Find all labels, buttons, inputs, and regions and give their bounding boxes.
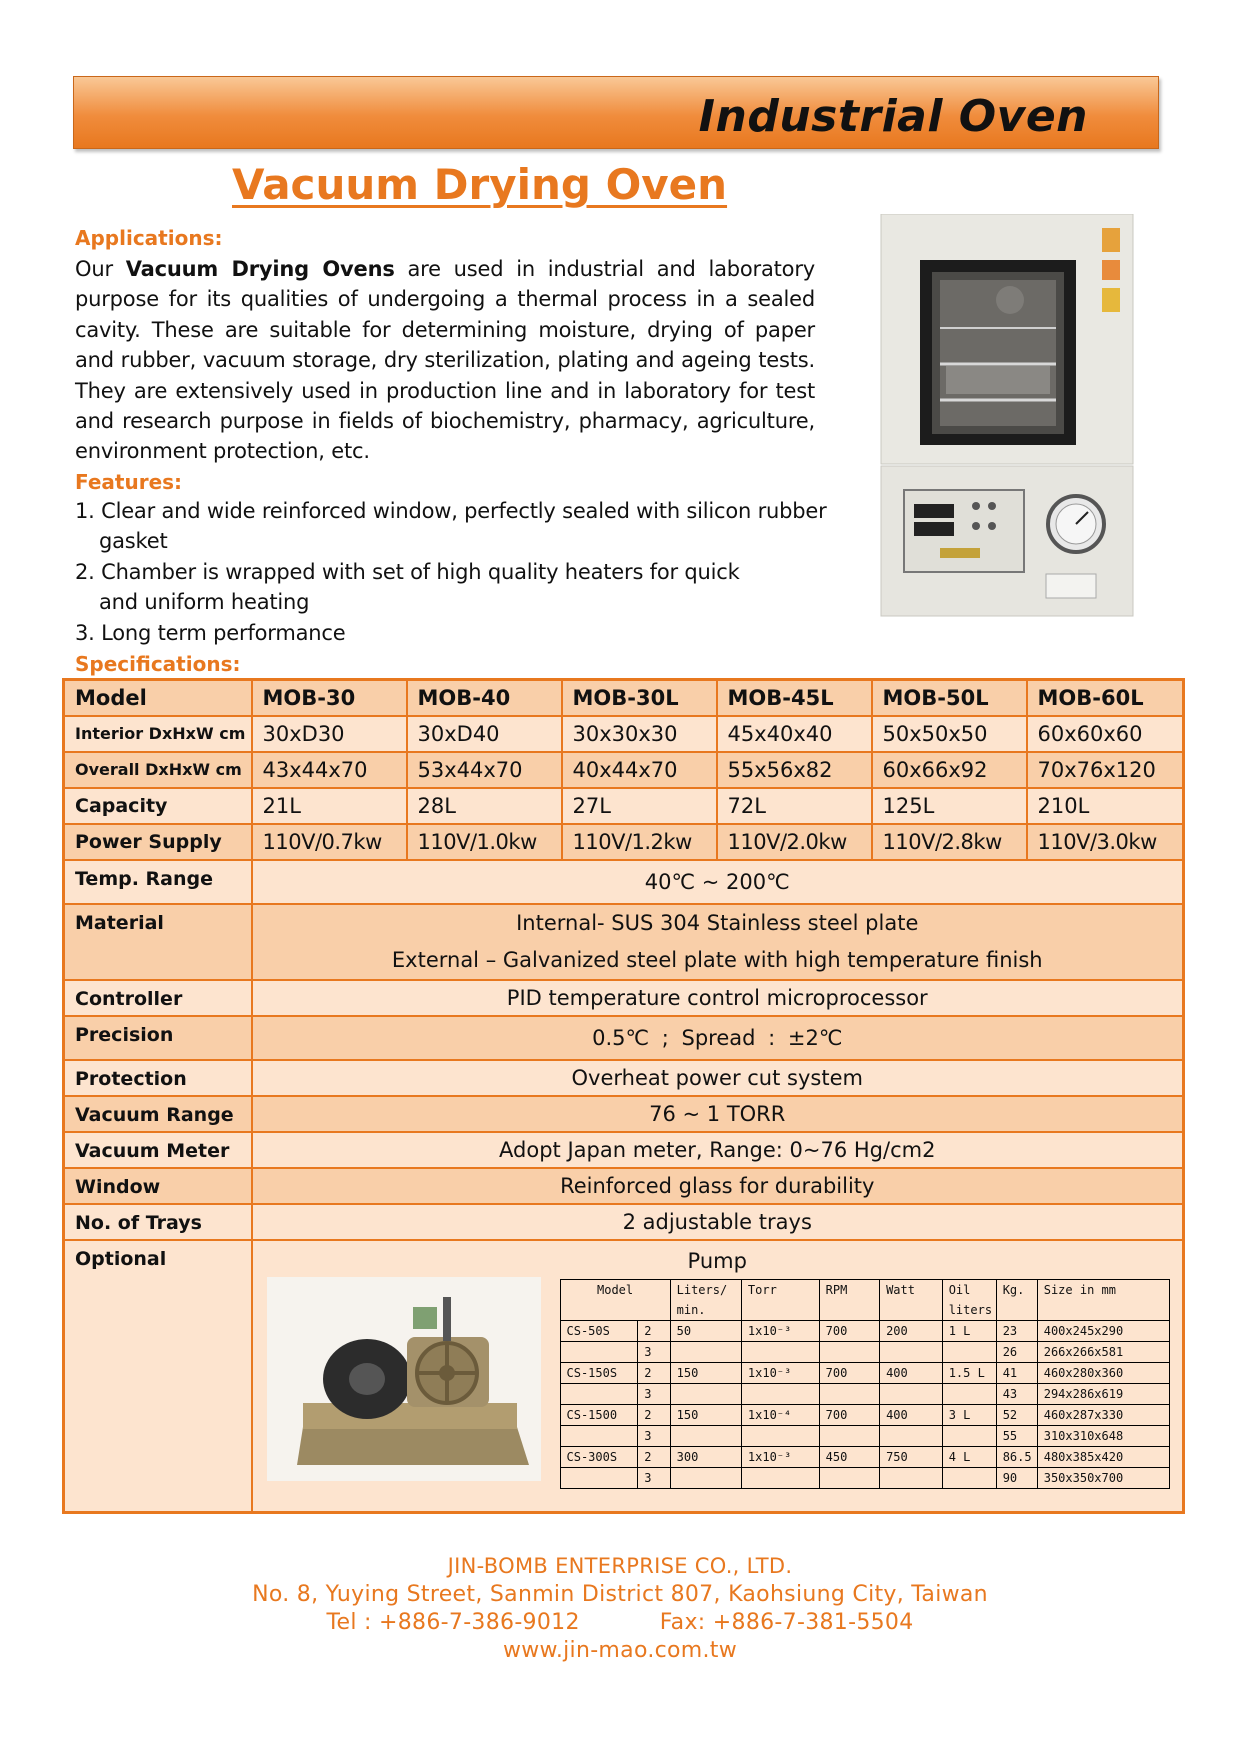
pump-cell <box>670 1425 741 1446</box>
table-cell: Reinforced glass for durability <box>252 1168 1184 1204</box>
pump-cell <box>942 1467 996 1488</box>
header-cell: MOB-50L <box>872 680 1027 716</box>
pump-cell: 700 <box>819 1362 879 1383</box>
pump-cell: 55 <box>996 1425 1037 1446</box>
footer-address: No. 8, Yuying Street, Sanmin District 807, Kaohsiung City, Taiwan <box>252 1582 988 1607</box>
table-cell: 70x76x120 <box>1027 752 1184 788</box>
pump-cell: 460x280x360 <box>1037 1362 1169 1383</box>
row-label: Vacuum Range <box>64 1096 252 1132</box>
pump-header-cell: Model <box>560 1279 670 1320</box>
banner-title: Industrial Oven <box>698 91 1088 142</box>
pump-cell: 1x10⁻³ <box>741 1320 819 1341</box>
header-cell: MOB-30 <box>252 680 407 716</box>
pump-row <box>560 1320 1169 1341</box>
pump-row <box>560 1467 1169 1488</box>
table-cell: 27L <box>562 788 717 824</box>
table-cell: 21L <box>252 788 407 824</box>
table-cell: 45x40x40 <box>717 716 872 752</box>
row-label: Window <box>64 1168 252 1204</box>
footer-website[interactable]: www.jin-mao.com.tw <box>502 1638 738 1663</box>
table-row <box>64 1016 1184 1060</box>
pump-row <box>560 1446 1169 1467</box>
row-label: Protection <box>64 1060 252 1096</box>
pump-cell: 1x10⁻³ <box>741 1446 819 1467</box>
pump-row <box>560 1383 1169 1404</box>
page-title: Vacuum Drying Oven <box>232 160 728 209</box>
pump-row <box>560 1362 1169 1383</box>
table-cell: 30xD40 <box>407 716 562 752</box>
pump-cell: 150 <box>670 1362 741 1383</box>
pump-cell: 3 <box>638 1341 670 1362</box>
table-cell: 40℃ ~ 200℃ <box>252 860 1184 904</box>
row-label: Precision <box>64 1016 252 1060</box>
pump-cell: 400 <box>880 1404 943 1425</box>
pump-cell <box>880 1425 943 1446</box>
header-cell: MOB-40 <box>407 680 562 716</box>
pump-spec-table <box>560 1279 1170 1489</box>
table-cell: 40x44x70 <box>562 752 717 788</box>
pump-cell <box>670 1467 741 1488</box>
table-cell: 55x56x82 <box>717 752 872 788</box>
pump-cell <box>560 1341 638 1362</box>
table-row <box>64 1060 1184 1096</box>
pump-cell: 43 <box>996 1383 1037 1404</box>
table-row <box>64 716 1184 752</box>
applications-text: Our Vacuum Drying Ovens are used in industrial and laboratory purpose for its qualities of undergoing a thermal process in a sealed cavity. These are suitable for determining moisture, drying of paper and rubber, vacuum storage, dry sterilization, plating and ageing tests. They are extensively used in production line and in laboratory for test and research purpose in fields of biochemistry, pharmacy, agriculture, environment protection, etc. <box>75 257 815 464</box>
row-label: Optional <box>64 1240 252 1513</box>
table-cell: 30xD30 <box>252 716 407 752</box>
table-cell: 60x60x60 <box>1027 716 1184 752</box>
table-cell: 110V/3.0kw <box>1027 824 1184 860</box>
pump-cell: 460x287x330 <box>1037 1404 1169 1425</box>
pump-cell: 310x310x648 <box>1037 1425 1169 1446</box>
pump-cell: 300 <box>670 1446 741 1467</box>
feature-item: 1. Clear and wide reinforced window, perfectly sealed with silicon rubber gasket <box>75 499 827 554</box>
table-row <box>64 1096 1184 1132</box>
table-cell: Adopt Japan meter, Range: 0~76 Hg/cm2 <box>252 1132 1184 1168</box>
pump-cell <box>942 1341 996 1362</box>
applications-heading: Applications: <box>75 226 223 250</box>
pump-row <box>560 1404 1169 1425</box>
pump-cell <box>819 1341 879 1362</box>
table-cell: 50x50x50 <box>872 716 1027 752</box>
optional-content <box>253 1241 1183 1511</box>
header-cell: MOB-30L <box>562 680 717 716</box>
pump-header-cell: Torr <box>741 1279 819 1320</box>
pump-label: Pump <box>687 1248 747 1273</box>
row-label: Overall DxHxW cm <box>64 752 252 788</box>
pump-cell <box>880 1383 943 1404</box>
table-cell: Overheat power cut system <box>252 1060 1184 1096</box>
pump-header-cell: RPM <box>819 1279 879 1320</box>
row-label: No. of Trays <box>64 1204 252 1240</box>
pump-cell <box>819 1467 879 1488</box>
table-cell: 76 ~ 1 TORR <box>252 1096 1184 1132</box>
pump-cell <box>670 1341 741 1362</box>
material-internal: Internal- SUS 304 Stainless steel plate <box>516 910 919 935</box>
pump-cell: 266x266x581 <box>1037 1341 1169 1362</box>
header-banner <box>73 76 1159 149</box>
pump-cell: 4 L <box>942 1446 996 1467</box>
pump-cell: 400 <box>880 1362 943 1383</box>
pump-cell: 700 <box>819 1320 879 1341</box>
pump-header-row <box>560 1279 1169 1320</box>
table-cell: 53x44x70 <box>407 752 562 788</box>
table-cell: 110V/1.2kw <box>562 824 717 860</box>
pump-cell: CS-50S <box>560 1320 638 1341</box>
pump-cell: CS-300S <box>560 1446 638 1467</box>
table-cell: 30x30x30 <box>562 716 717 752</box>
vacuum-pump-image <box>267 1277 541 1481</box>
pump-cell <box>670 1383 741 1404</box>
pump-cell <box>942 1425 996 1446</box>
pump-cell: 26 <box>996 1341 1037 1362</box>
pump-cell <box>942 1383 996 1404</box>
pump-cell: 700 <box>819 1404 879 1425</box>
header-cell: MOB-60L <box>1027 680 1184 716</box>
row-label: Interior DxHxW cm <box>64 716 252 752</box>
table-row <box>64 1240 1184 1513</box>
row-label: Controller <box>64 980 252 1016</box>
pump-cell <box>741 1425 819 1446</box>
pump-cell <box>560 1383 638 1404</box>
pump-cell: 86.5 <box>996 1446 1037 1467</box>
table-row <box>64 752 1184 788</box>
pump-cell <box>880 1467 943 1488</box>
pump-header-cell: Oil liters <box>942 1279 996 1320</box>
pump-header-cell: Size in mm <box>1037 1279 1169 1320</box>
table-cell: PID temperature control microprocessor <box>252 980 1184 1016</box>
pump-cell: 480x385x420 <box>1037 1446 1169 1467</box>
table-cell: 28L <box>407 788 562 824</box>
pump-cell: 3 <box>638 1425 670 1446</box>
table-row <box>64 788 1184 824</box>
pump-cell: 1x10⁻³ <box>741 1362 819 1383</box>
table-cell: 125L <box>872 788 1027 824</box>
pump-cell <box>819 1383 879 1404</box>
table-cell: 110V/2.0kw <box>717 824 872 860</box>
table-cell: 110V/2.8kw <box>872 824 1027 860</box>
table-row <box>64 980 1184 1016</box>
pump-cell: 41 <box>996 1362 1037 1383</box>
pump-cell <box>741 1383 819 1404</box>
table-cell <box>252 904 1184 980</box>
vacuum-oven-image <box>880 214 1136 618</box>
specifications-heading: Specifications: <box>75 652 241 676</box>
pump-cell: 3 <box>638 1383 670 1404</box>
row-label: Vacuum Meter <box>64 1132 252 1168</box>
table-row <box>64 860 1184 904</box>
footer-company: JIN-BOMB ENTERPRISE CO., LTD. <box>447 1554 793 1578</box>
pump-cell: 3 L <box>942 1404 996 1425</box>
pump-cell: 52 <box>996 1404 1037 1425</box>
table-row <box>64 904 1184 980</box>
material-external: External – Galvanized steel plate with high temperature finish <box>391 947 1043 972</box>
pump-cell: 400x245x290 <box>1037 1320 1169 1341</box>
pump-cell: 1 L <box>942 1320 996 1341</box>
pump-cell: 750 <box>880 1446 943 1467</box>
table-row <box>64 1168 1184 1204</box>
table-cell: 110V/1.0kw <box>407 824 562 860</box>
pump-cell: 90 <box>996 1467 1037 1488</box>
pump-cell: 1.5 L <box>942 1362 996 1383</box>
header-cell: MOB-45L <box>717 680 872 716</box>
pump-cell <box>880 1341 943 1362</box>
pump-cell: 2 <box>638 1404 670 1425</box>
pump-cell: 150 <box>670 1404 741 1425</box>
table-row <box>64 1132 1184 1168</box>
pump-cell <box>560 1467 638 1488</box>
table-row <box>64 824 1184 860</box>
pump-cell: 2 <box>638 1446 670 1467</box>
row-label: Capacity <box>64 788 252 824</box>
pump-row <box>560 1425 1169 1446</box>
pump-header-cell: Liters/ min. <box>670 1279 741 1320</box>
pump-cell: 200 <box>880 1320 943 1341</box>
footer-fax: Fax: +886-7-381-5504 <box>659 1610 914 1635</box>
specifications-table <box>62 678 1185 1514</box>
pump-cell: CS-150S <box>560 1362 638 1383</box>
features-heading: Features: <box>75 470 183 494</box>
pump-cell: 3 <box>638 1467 670 1488</box>
pump-cell: 2 <box>638 1362 670 1383</box>
table-cell: 72L <box>717 788 872 824</box>
row-label: Power Supply <box>64 824 252 860</box>
pump-cell <box>741 1341 819 1362</box>
table-cell: 110V/0.7kw <box>252 824 407 860</box>
pump-header-cell: Watt <box>880 1279 943 1320</box>
pump-row <box>560 1341 1169 1362</box>
table-row <box>64 1204 1184 1240</box>
row-label: Temp. Range <box>64 860 252 904</box>
pump-cell: 350x350x700 <box>1037 1467 1169 1488</box>
features-list <box>75 496 835 648</box>
pump-cell: 2 <box>638 1320 670 1341</box>
table-cell: 0.5℃ ; Spread : ±2℃ <box>252 1016 1184 1060</box>
pump-cell <box>560 1425 638 1446</box>
pump-header-cell: Kg. <box>996 1279 1037 1320</box>
footer-contact <box>0 1610 1240 1635</box>
pump-cell: 23 <box>996 1320 1037 1341</box>
pump-cell <box>741 1467 819 1488</box>
pump-cell: 294x286x619 <box>1037 1383 1169 1404</box>
header-cell: Model <box>64 680 252 716</box>
footer-tel: Tel : +886-7-386-9012 <box>326 1610 580 1635</box>
optional-cell <box>252 1240 1184 1513</box>
feature-item: 2. Chamber is wrapped with set of high quality heaters for quick and uniform heating <box>75 559 740 615</box>
table-cell: 2 adjustable trays <box>252 1204 1184 1240</box>
pump-cell: CS-1500 <box>560 1404 638 1425</box>
table-cell: 43x44x70 <box>252 752 407 788</box>
table-header-row <box>64 680 1184 716</box>
row-label: Material <box>64 904 252 980</box>
pump-cell: 450 <box>819 1446 879 1467</box>
table-cell: 210L <box>1027 788 1184 824</box>
table-cell: 60x66x92 <box>872 752 1027 788</box>
pump-cell: 1x10⁻⁴ <box>741 1404 819 1425</box>
feature-item: 3. Long term performance <box>75 620 346 645</box>
pump-cell: 50 <box>670 1320 741 1341</box>
pump-cell <box>819 1425 879 1446</box>
